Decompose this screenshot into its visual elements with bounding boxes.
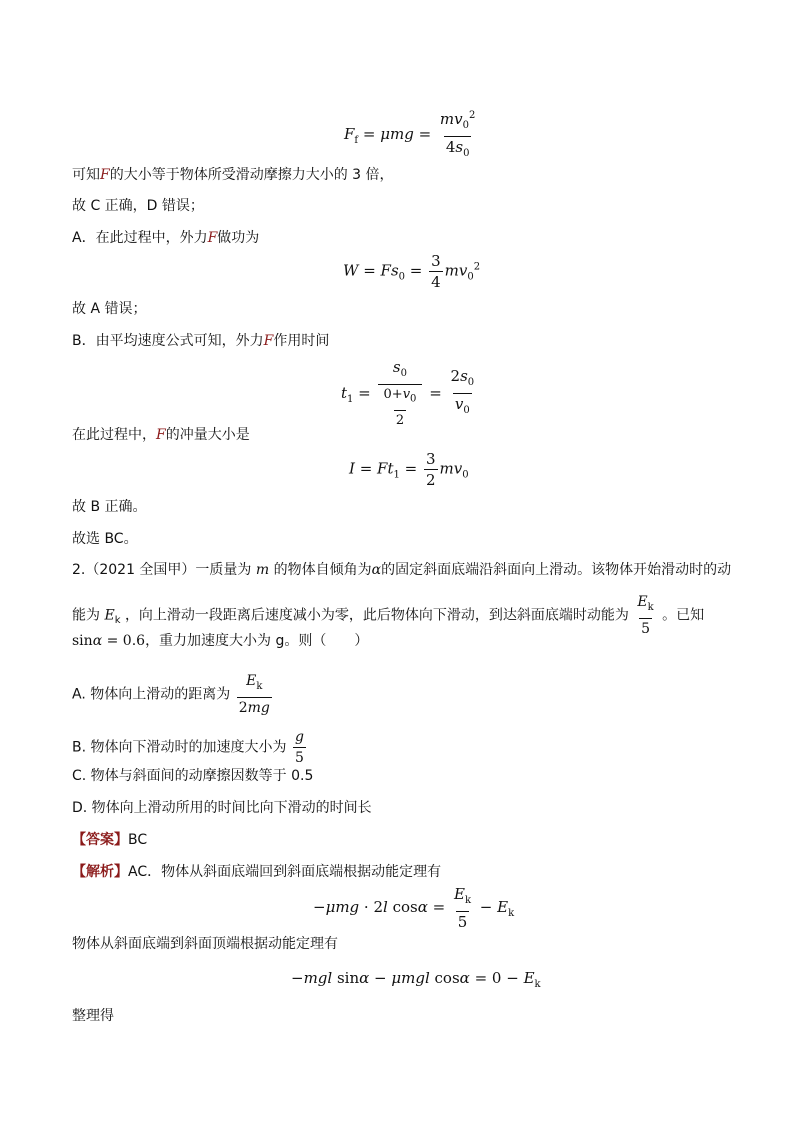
text-line: 整理得 xyxy=(72,1008,114,1024)
text-line: 故选 BC。 xyxy=(72,531,138,547)
text-line: 故 B 正确。 xyxy=(72,499,147,515)
text-line: 在此过程中，F的冲量大小是 xyxy=(72,427,250,443)
text-line: 故 C 正确，D 错误； xyxy=(72,198,204,214)
text-line: 可知F的大小等于物体所受滑动摩擦力大小的 3 倍， xyxy=(72,167,394,183)
answer-line: 【答案】BC xyxy=(72,832,148,848)
option-d: D. 物体向上滑动所用的时间比向下滑动的时间长 xyxy=(72,800,372,816)
text-line: A．在此过程中，外力F做功为 xyxy=(72,230,260,246)
option-b: B. 物体向下滑动时的加速度大小为 $\frac{g}{5}$ xyxy=(72,729,304,766)
option-c: C. 物体与斜面间的动摩擦因数等于 0.5 xyxy=(72,768,314,784)
formula-impulse: $I = Ft_1$ = $\frac{3}{2}$ $mv_0$ xyxy=(349,450,469,489)
question-line: 2.（2021 全国甲）一质量为 m 的物体自倾角为α的固定斜面底端沿斜面向上滑动。该物体开始滑动时的动 xyxy=(72,562,732,578)
text-line: 物体从斜面底端到斜面顶端根据动能定理有 xyxy=(72,936,338,952)
formula-energy-up: −mgl sinα − μmgl $\cos\alpha = 0 - E_k$ xyxy=(291,969,541,990)
question-line: sinα = 0.6，重力加速度大小为 g。则（ ） xyxy=(72,633,369,649)
formula-time: $t_1$ = $\frac{s_0}{\frac{0+v_0}{2}}$ = $\frac{2s_0}{v_0}$ xyxy=(341,358,475,428)
analysis-line: 【解析】AC．物体从斜面底端回到斜面底端根据动能定理有 xyxy=(72,864,442,880)
option-a: A. 物体向上滑动的距离为 $\frac{E_k}{2mg}$ xyxy=(72,673,270,716)
text-line: 故 A 错误； xyxy=(72,301,147,317)
text-line: B．由平均速度公式可知，外力F作用时间 xyxy=(72,333,330,349)
formula-energy-round: −μmg · 2l cosα = $\frac{E_k}{5}$ − $E_k$ xyxy=(313,885,515,931)
formula-work: $W = Fs_0$ = $\frac{3}{4}$ $mv_0^2$ xyxy=(343,252,481,291)
formula-friction: $F_f = \mu mg$ = $\frac{mv_0^2}{4s_0}$ xyxy=(344,107,479,163)
question-line: 能为 $E_k$ ，向上滑动一段距离后速度减小为零，此后物体向下滑动，到达斜面底端时动能为 $\frac{E_k}{5}$ 。已知 xyxy=(72,594,705,637)
